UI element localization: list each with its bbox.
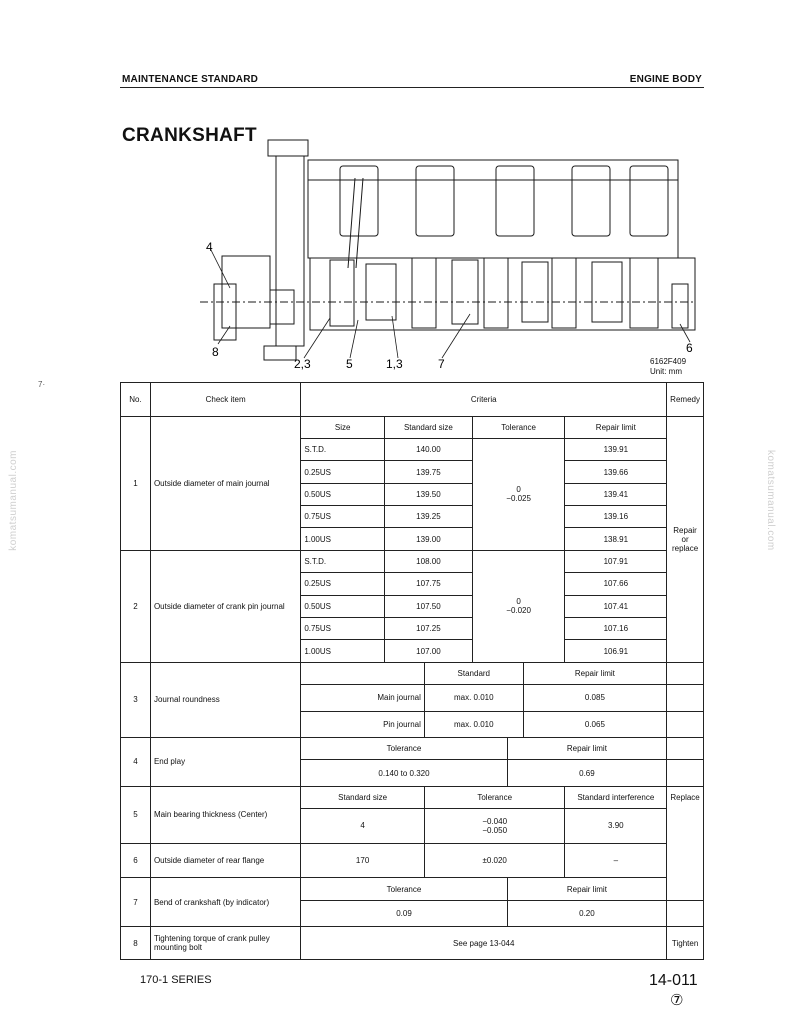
item-3-blank-header: [301, 662, 425, 684]
item-3-main-journal: Main journal: [301, 685, 425, 711]
item-8-criteria: See page 13-044: [301, 927, 667, 960]
item-5-header-tolerance: Tolerance: [424, 786, 565, 808]
unit-label: Unit: mm: [650, 367, 682, 376]
item-7-header-repair-limit: Repair limit: [507, 878, 666, 900]
item-4-header-repair-limit: Repair limit: [507, 737, 666, 759]
callout-2-3: 2,3: [294, 357, 311, 370]
remedy-spacer: [667, 685, 704, 711]
remedy-spacer: [667, 711, 704, 737]
item-5-standard-size: 4: [301, 809, 425, 844]
callout-6: 6: [686, 341, 693, 355]
header-rule: [120, 87, 704, 88]
item-2-no: 2: [121, 550, 151, 662]
page-title: CRANKSHAFT: [122, 125, 257, 146]
item-1-size: 0.75US: [301, 506, 385, 528]
item-4-header-tolerance: Tolerance: [301, 737, 507, 759]
item-3-main-limit: 0.085: [523, 685, 667, 711]
col-header-no: No.: [121, 383, 151, 417]
item-2-size: S.T.D.: [301, 550, 385, 572]
item-1-limit: 139.91: [565, 438, 667, 460]
remedy-spacer: [667, 737, 704, 759]
remedy-tighten: Tighten: [667, 927, 704, 960]
item-6-standard: 170: [301, 843, 425, 878]
item-1-std: 139.50: [385, 483, 473, 505]
item-5-interference: 3.90: [565, 809, 667, 844]
item-7-repair-limit: 0.20: [507, 900, 666, 926]
watermark-right: komatsumanual.com: [765, 450, 776, 551]
item-3-label: Journal roundness: [150, 662, 300, 737]
subheader-repair-limit: Repair limit: [565, 416, 667, 438]
item-1-label: Outside diameter of main journal: [150, 416, 300, 550]
callout-1-3: 1,3: [386, 357, 403, 370]
item-3-header-standard: Standard: [424, 662, 523, 684]
crankshaft-diagram: [180, 138, 700, 370]
footer-series: 170-1 SERIES: [140, 974, 212, 986]
col-header-check-item: Check item: [150, 383, 300, 417]
item-3-main-standard: max. 0.010: [424, 685, 523, 711]
item-2-limit: 107.66: [565, 573, 667, 595]
item-1-std: 139.25: [385, 506, 473, 528]
item-6-no: 6: [121, 843, 151, 878]
figure-code: 6162F409: [650, 357, 687, 366]
item-5-header-standard-size: Standard size: [301, 786, 425, 808]
item-7-no: 7: [121, 878, 151, 927]
col-header-criteria: Criteria: [301, 383, 667, 417]
callout-8: 8: [212, 345, 219, 359]
item-2-size: 1.00US: [301, 640, 385, 662]
header-section: MAINTENANCE STANDARD: [122, 74, 259, 85]
item-1-limit: 139.16: [565, 506, 667, 528]
item-2-std: 107.00: [385, 640, 473, 662]
item-3-header-repair-limit: Repair limit: [523, 662, 667, 684]
item-1-limit: 139.66: [565, 461, 667, 483]
item-2-limit: 107.16: [565, 617, 667, 639]
item-2-tolerance: 0 −0.020: [472, 550, 565, 662]
item-8-label: Tightening torque of crank pulley mounting bolt: [150, 927, 300, 960]
callout-5: 5: [346, 357, 353, 370]
callout-7: 7: [438, 357, 445, 370]
remedy-replace: Replace: [667, 786, 704, 900]
margin-mark: 7·: [38, 380, 46, 389]
item-7-header-tolerance: Tolerance: [301, 878, 507, 900]
item-2-label: Outside diameter of crank pin journal: [150, 550, 300, 662]
item-2-limit: 107.91: [565, 550, 667, 572]
item-2-size: 0.50US: [301, 595, 385, 617]
item-1-limit: 138.91: [565, 528, 667, 550]
item-1-std: 139.00: [385, 528, 473, 550]
item-2-size: 0.75US: [301, 617, 385, 639]
item-1-tolerance: 0 −0.025: [472, 438, 565, 550]
item-2-size: 0.25US: [301, 573, 385, 595]
item-7-label: Bend of crankshaft (by indicator): [150, 878, 300, 927]
item-4-repair-limit: 0.69: [507, 760, 666, 786]
item-3-no: 3: [121, 662, 151, 737]
item-5-no: 5: [121, 786, 151, 843]
item-1-size: 0.25US: [301, 461, 385, 483]
item-1-std: 140.00: [385, 438, 473, 460]
item-1-no: 1: [121, 416, 151, 550]
item-6-limit: –: [565, 843, 667, 878]
remedy-spacer: [667, 760, 704, 786]
header-category: ENGINE BODY: [629, 74, 702, 85]
item-8-no: 8: [121, 927, 151, 960]
item-1-size: 1.00US: [301, 528, 385, 550]
item-5-header-interference: Standard interference: [565, 786, 667, 808]
item-2-std: 108.00: [385, 550, 473, 572]
item-1-std: 139.75: [385, 461, 473, 483]
subheader-standard-size: Standard size: [385, 416, 473, 438]
item-2-std: 107.25: [385, 617, 473, 639]
item-2-limit: 107.41: [565, 595, 667, 617]
revision-mark: ⑦: [670, 992, 684, 1009]
item-7-tolerance: 0.09: [301, 900, 507, 926]
item-3-pin-journal: Pin journal: [301, 711, 425, 737]
item-5-tolerance: −0.040 −0.050: [424, 809, 565, 844]
remedy-spacer: [667, 900, 704, 926]
subheader-size: Size: [301, 416, 385, 438]
item-4-tolerance: 0.140 to 0.320: [301, 760, 507, 786]
item-2-std: 107.50: [385, 595, 473, 617]
item-1-limit: 139.41: [565, 483, 667, 505]
watermark-left: komatsumanual.com: [8, 450, 19, 551]
item-2-limit: 106.91: [565, 640, 667, 662]
item-3-pin-limit: 0.065: [523, 711, 667, 737]
item-2-std: 107.75: [385, 573, 473, 595]
subheader-tolerance: Tolerance: [472, 416, 565, 438]
col-header-remedy: Remedy: [667, 383, 704, 417]
item-3-pin-standard: max. 0.010: [424, 711, 523, 737]
item-6-label: Outside diameter of rear flange: [150, 843, 300, 878]
item-1-size: S.T.D.: [301, 438, 385, 460]
page-number: 14-011: [649, 972, 698, 989]
remedy-spacer: [667, 662, 704, 684]
item-1-size: 0.50US: [301, 483, 385, 505]
item-4-label: End play: [150, 737, 300, 786]
remedy-repair-or-replace: Repair or replace: [667, 416, 704, 662]
maintenance-standard-table: [120, 382, 704, 960]
item-5-label: Main bearing thickness (Center): [150, 786, 300, 843]
callout-4: 4: [206, 240, 213, 254]
item-6-tolerance: ±0.020: [424, 843, 565, 878]
item-4-no: 4: [121, 737, 151, 786]
